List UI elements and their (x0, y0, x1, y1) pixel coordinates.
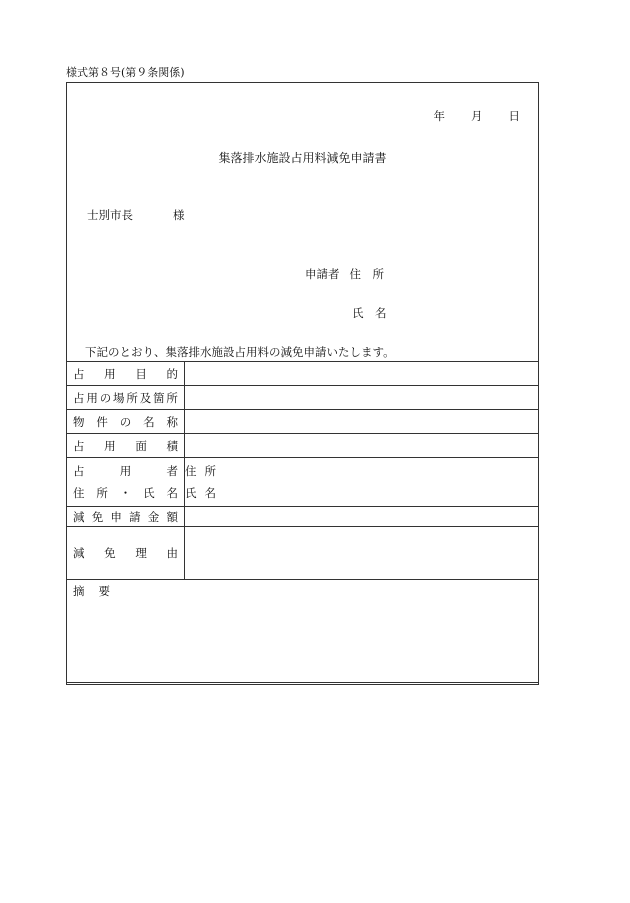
label-char: 名 (166, 486, 178, 500)
amount-field[interactable] (185, 507, 539, 527)
label-char: 件 (96, 414, 108, 429)
occupant-address-label (185, 462, 538, 480)
label-char: 氏 (185, 486, 197, 500)
label-char: 免 (104, 546, 116, 560)
label-char: 的 (166, 366, 178, 381)
reason-field[interactable] (185, 527, 539, 580)
label-char: 住 (73, 486, 85, 500)
label-char: 所 (126, 390, 138, 405)
property-label (67, 410, 185, 434)
location-label (67, 386, 185, 410)
form-frame (66, 82, 539, 683)
table-row (67, 580, 539, 685)
label-char: 要 (98, 584, 110, 598)
label-char: 名 (143, 414, 155, 429)
label-char: 申 (110, 509, 122, 524)
date-year-label: 年 (433, 109, 445, 123)
occupant-label (67, 458, 185, 507)
label-char: 減 (73, 546, 85, 560)
label-char: 減 (73, 509, 85, 524)
label-char: 占 (73, 366, 85, 381)
applicant-label: 申請者 (305, 267, 340, 281)
remarks-field[interactable] (67, 580, 539, 685)
label-char: 額 (166, 509, 178, 524)
table-row (67, 410, 539, 434)
addressee-name: 士別市長 (87, 208, 133, 222)
purpose-label (67, 362, 185, 386)
label-char: 目 (135, 366, 147, 381)
amount-label (67, 507, 185, 527)
label-char: 所 (166, 390, 178, 405)
reason-label (67, 527, 185, 580)
applicant-address-line (305, 266, 384, 282)
label-char: ・ (119, 486, 132, 500)
label-char: 称 (166, 414, 178, 429)
label-char: 氏 (143, 486, 155, 500)
label-char: 占 (73, 464, 85, 478)
property-field[interactable] (185, 410, 539, 434)
label-char: 名 (204, 486, 216, 500)
label-char: 由 (166, 546, 178, 560)
table-row (67, 362, 539, 386)
label-char: 占 (73, 390, 85, 405)
label-char: の (99, 390, 112, 405)
area-field[interactable] (185, 434, 539, 458)
applicant-address-label: 住 所 (349, 267, 384, 281)
label-char: 者 (166, 464, 178, 478)
table-row (67, 386, 539, 410)
occupant-field[interactable] (185, 458, 539, 507)
purpose-field[interactable] (185, 362, 539, 386)
label-char: 住 (185, 464, 197, 478)
label-char: 理 (135, 546, 147, 560)
date-line (434, 108, 521, 124)
label-char: の (119, 414, 132, 429)
label-char: 場 (113, 390, 125, 405)
label-char: 用 (104, 438, 116, 453)
form-number: 様式第８号(第９条関係) (66, 66, 185, 79)
addressee-honorific: 様 (173, 208, 185, 222)
table-row (67, 527, 539, 580)
table-row (67, 458, 539, 507)
label-char: 占 (73, 438, 85, 453)
date-month-label: 月 (471, 109, 483, 123)
label-char: 金 (147, 509, 160, 524)
table-row (67, 507, 539, 527)
label-char: 箇 (153, 390, 165, 405)
remarks-label (73, 583, 532, 599)
label-char: 免 (91, 509, 104, 524)
form-title: 集落排水施設占用料減免申請書 (218, 151, 387, 165)
area-label (67, 434, 185, 458)
label-char: 所 (96, 486, 108, 500)
label-char: 所 (204, 464, 216, 478)
label-char: 用 (104, 366, 116, 381)
label-char: 用 (119, 464, 132, 478)
date-day-label: 日 (508, 109, 520, 123)
application-table (66, 361, 539, 685)
table-row (67, 434, 539, 458)
intro-text: 下記のとおり、集落排水施設占用料の減免申請いたします。 (85, 345, 395, 359)
label-char: 摘 (73, 584, 85, 598)
occupant-name-label (185, 484, 538, 502)
label-char: 用 (86, 390, 98, 405)
applicant-name-label: 氏 名 (352, 306, 387, 320)
label-char: 物 (73, 414, 85, 429)
label-char: 面 (135, 438, 147, 453)
label-char: 及 (139, 390, 152, 405)
location-field[interactable] (185, 386, 539, 410)
addressee (87, 207, 185, 223)
label-char: 積 (166, 438, 178, 453)
label-char: 請 (129, 509, 141, 524)
